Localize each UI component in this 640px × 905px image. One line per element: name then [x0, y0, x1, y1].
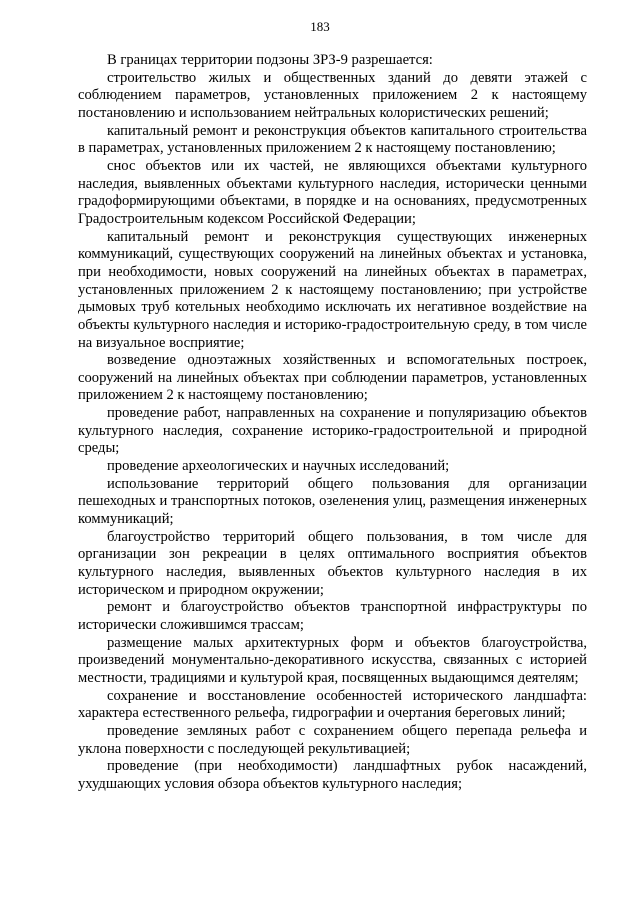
list-item-engineering-networks: капитальный ремонт и реконструкция существующих инженерных коммуникаций, существующих сооружений на линейных объектах и установка, при необходимости, новых сооружений на линейных объектах в параметрах, установленных приложением 2 к настоящему постановлению; при устройстве дымовых труб котельных необходимо исключать их негативное воздействие на объекты культурного наследия и историко-градостроительную среду, в том числе на визуальное восприятие;	[78, 228, 587, 351]
list-item-historic-landscape: сохранение и восстановление особенностей исторического ландшафта: характера естественного рельефа, гидрографии и очертания береговых линий;	[78, 687, 587, 722]
list-item-landscape-felling: проведение (при необходимости) ландшафтных рубок насаждений, ухудшающих условия обзора объектов культурного наследия;	[78, 758, 587, 792]
list-item-capital-repair: капитальный ремонт и реконструкция объектов капитального строительства в параметрах, установленных приложением 2 к настоящему постановлению;	[78, 122, 587, 157]
list-item-archaeological-research: проведение археологических и научных исследований;	[107, 458, 450, 475]
list-item-public-territories: использование территорий общего пользования для организации пешеходных и транспортных потоков, озеленения улиц, размещения инженерных коммуникаций;	[78, 475, 587, 528]
list-item-public-landscaping: благоустройство территорий общего пользования, в том числе для организации зон рекреации в целях оптимального восприятия объектов культурного наследия, выявленных объектов культурного наследия в их историческом и природном окружении;	[78, 528, 587, 598]
list-item-small-architectural-forms: размещение малых архитектурных форм и объектов благоустройства, произведений монументально-декоративного искусства, связанных с историей местности, традициями и культурой края, посвященных выдающимся деятелям;	[78, 634, 587, 686]
list-item-demolition: снос объектов или их частей, не являющихся объектами культурного наследия, выявленных объектами культурного наследия, исторически ценными градоформирующими объектами, в порядке и на основаниях, предусмотренных Градостроительным кодексом Российской Федерации;	[78, 157, 587, 227]
list-item-transport-infrastructure: ремонт и благоустройство объектов транспортной инфраструктуры по исторически сложившимся трассам;	[78, 599, 587, 633]
list-item-heritage-preservation: проведение работ, направленных на сохранение и популяризацию объектов культурного наследия, сохранение историко-градостроительной и природной среды;	[78, 405, 587, 457]
list-item-auxiliary-buildings: возведение одноэтажных хозяйственных и вспомогательных построек, сооружений на линейных объектах при соблюдении параметров, установленных приложением 2 к настоящему постановлению;	[78, 352, 587, 404]
list-item-earthworks: проведение земляных работ с сохранением общего перепада рельефа и уклона поверхности с последующей рекультивацией;	[78, 722, 587, 757]
page-number: 183	[310, 19, 330, 34]
document-body	[78, 52, 587, 794]
intro-paragraph: В границах территории подзоны ЗРЗ-9 разрешается:	[107, 52, 433, 68]
list-item-residential-construction: строительство жилых и общественных зданий до девяти этажей с соблюдением параметров, установленных приложением 2 к настоящему постановлению и использованием нейтральных колористических решений;	[78, 69, 587, 121]
